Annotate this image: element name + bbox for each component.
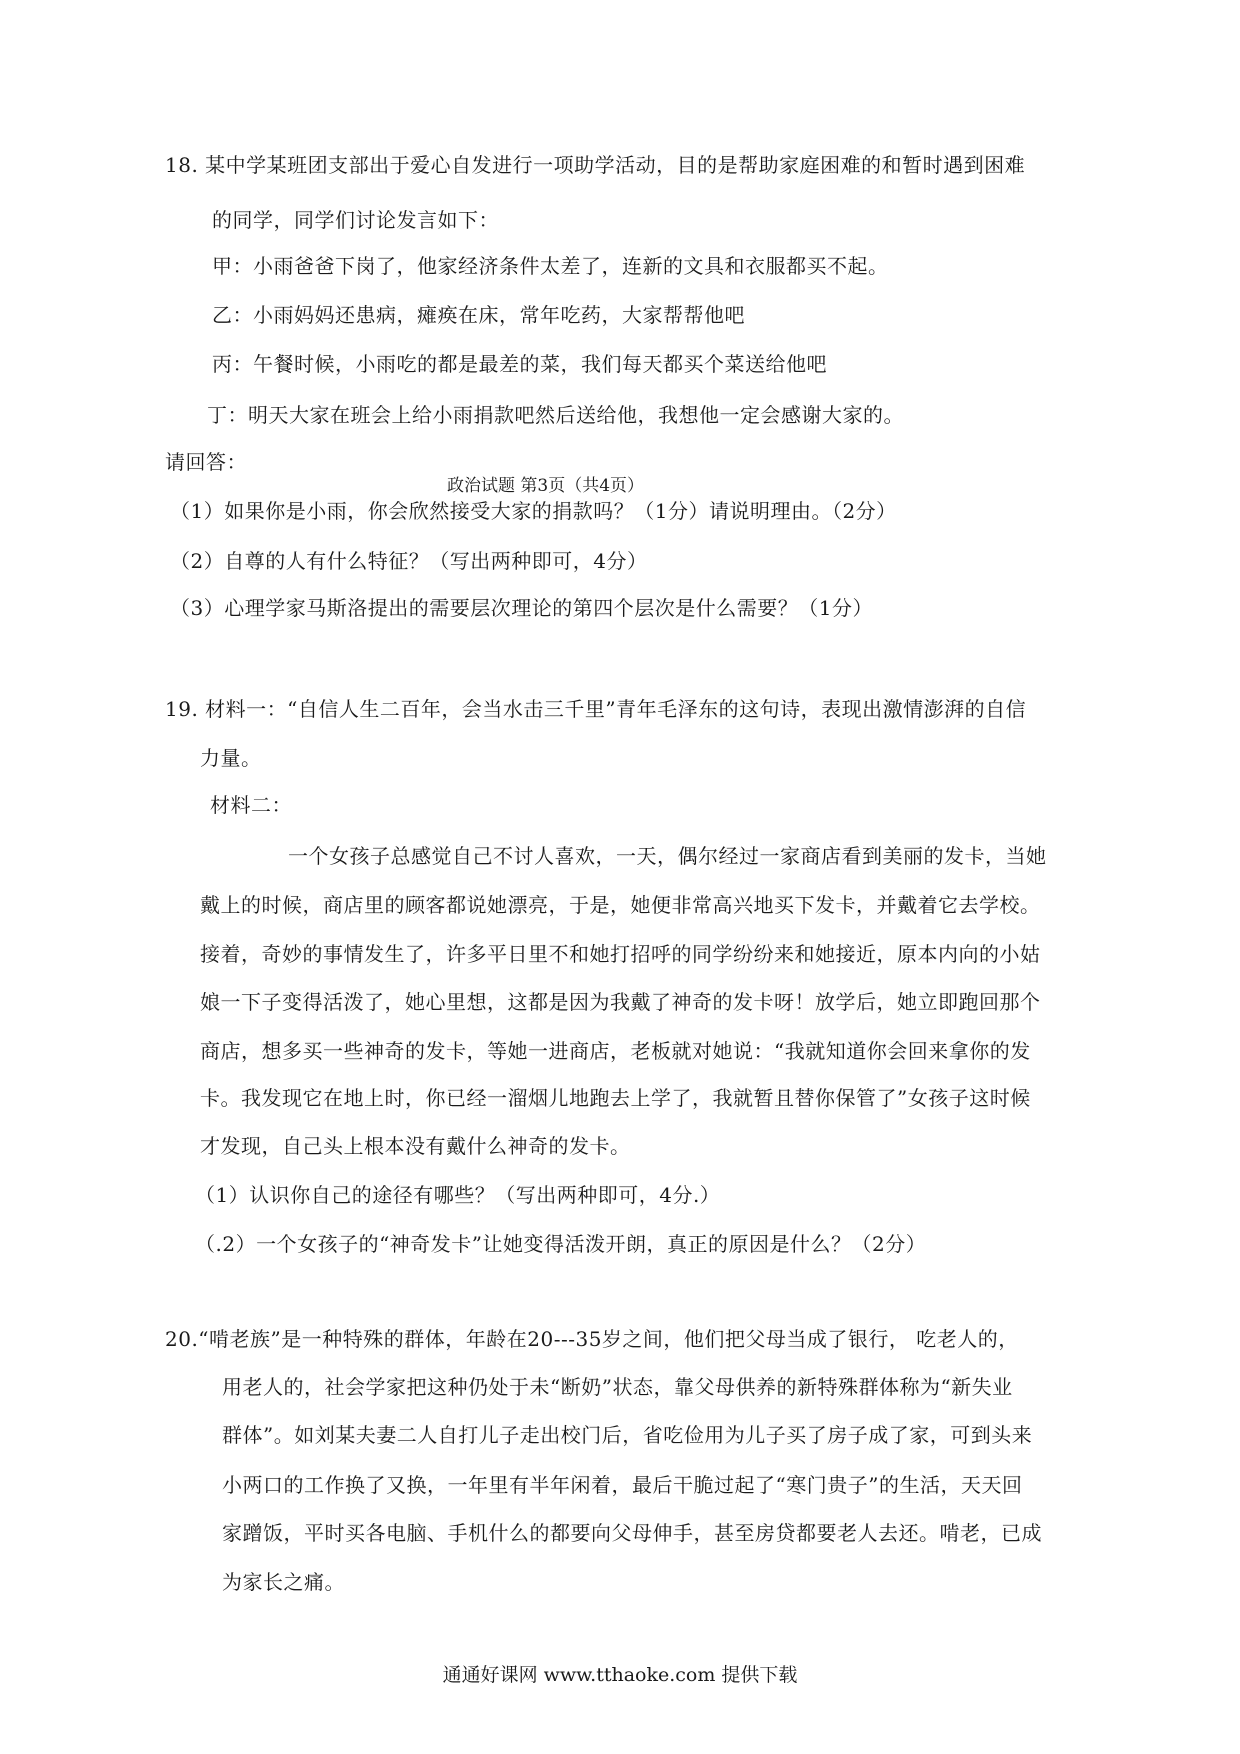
q19-paragraph-line1: 一个女孩子总感觉自己不讨人喜欢，一天，偶尔经过一家商店看到美丽的发卡，当她 [288, 844, 1047, 868]
q18-line2: 的同学，同学们讨论发言如下： [212, 208, 499, 232]
q20-line4: 小两口的工作换了又换，一年里有半年闲着，最后干脆过起了“寒门贵子”的生活，天天回 [222, 1473, 1023, 1497]
site-footer: 通通好课网 www.tthaoke.com 提供下载 [442, 1664, 798, 1686]
q20-line2: 用老人的，社会学家把这种仍处于未“断奶”状态，靠父母供养的新特殊群体称为“新失业 [222, 1375, 1013, 1399]
q19-paragraph-line5: 商店，想多买一些神奇的发卡，等她一进商店，老板就对她说：“我就知道你会回来拿你的发 [200, 1039, 1031, 1063]
q20-line3: 群体”。如刘某夫妻二人自打儿子走出校门后，省吃俭用为儿子买了房子成了家，可到头来 [222, 1423, 1033, 1447]
q20-line5: 家蹭饭，平时买各电脑、手机什么的都要向父母伸手，甚至房贷都要老人去还。啃老，已成 [222, 1521, 1042, 1545]
q18-speaker-jia: 甲：小雨爸爸下岗了，他家经济条件太差了，连新的文具和衣服都买不起。 [212, 254, 889, 278]
q19-paragraph-line3: 接着，奇妙的事情发生了，许多平日里不和她打招呼的同学纷纷来和她接近，原本内向的小姑 [200, 942, 1041, 966]
q18-sub3: （3）心理学家马斯洛提出的需要层次理论的第四个层次是什么需要？（1分） [170, 596, 873, 620]
q19-sub2: （.2）一个女孩子的“神奇发卡”让她变得活泼开朗，真正的原因是什么？（2分） [195, 1232, 927, 1256]
q20-line6: 为家长之痛。 [222, 1570, 345, 1594]
q18-sub2: （2）自尊的人有什么特征？（写出两种即可，4分） [170, 549, 648, 573]
q19-sub1: （1）认识你自己的途径有哪些？（写出两种即可，4分.） [195, 1183, 721, 1207]
q18-speaker-bing: 丙：午餐时候，小雨吃的都是最差的菜，我们每天都买个菜送给他吧 [212, 352, 827, 376]
q19-paragraph-line4: 娘一下子变得活泼了，她心里想，这都是因为我戴了神奇的发卡呀！放学后，她立即跑回那个 [200, 990, 1041, 1014]
q18-speaker-yi: 乙：小雨妈妈还患病，瘫痪在床，常年吃药，大家帮帮他吧 [212, 303, 745, 327]
q19-material2-label: 材料二： [210, 793, 292, 817]
page-marker: 政治试题 第3页（共4页） [447, 476, 645, 496]
q18-speaker-ding: 丁：明天大家在班会上给小雨捐款吧然后送给他，我想他一定会感谢大家的。 [207, 403, 904, 427]
q20-line1: 20.“啃老族”是一种特殊的群体，年龄在20---35岁之间，他们把父母当成了银行， 吃老人的， [165, 1327, 1019, 1351]
q18-sub1: （1）如果你是小雨，你会欣然接受大家的捐款吗？（1分）请说明理由。（2分） [170, 499, 897, 523]
q19-paragraph-line7: 才发现，自己头上根本没有戴什么神奇的发卡。 [200, 1134, 631, 1158]
q19-paragraph-line2: 戴上的时候，商店里的顾客都说她漂亮，于是，她便非常高兴地买下发卡，并戴着它去学校。 [200, 893, 1041, 917]
q18-line1: 18. 某中学某班团支部出于爱心自发进行一项助学活动，目的是帮助家庭困难的和暂时遇到困难 [165, 153, 1026, 177]
q19-paragraph-line6: 卡。我发现它在地上时，你已经一溜烟儿地跑去上学了，我就暂且替你保管了”女孩子这时候 [200, 1086, 1031, 1110]
q19-line2: 力量。 [200, 746, 262, 770]
q19-line1: 19. 材料一：“自信人生二百年，会当水击三千里”青年毛泽东的这句诗，表现出激情澎湃的自信 [165, 697, 1027, 721]
q18-prompt: 请回答： [165, 450, 247, 474]
